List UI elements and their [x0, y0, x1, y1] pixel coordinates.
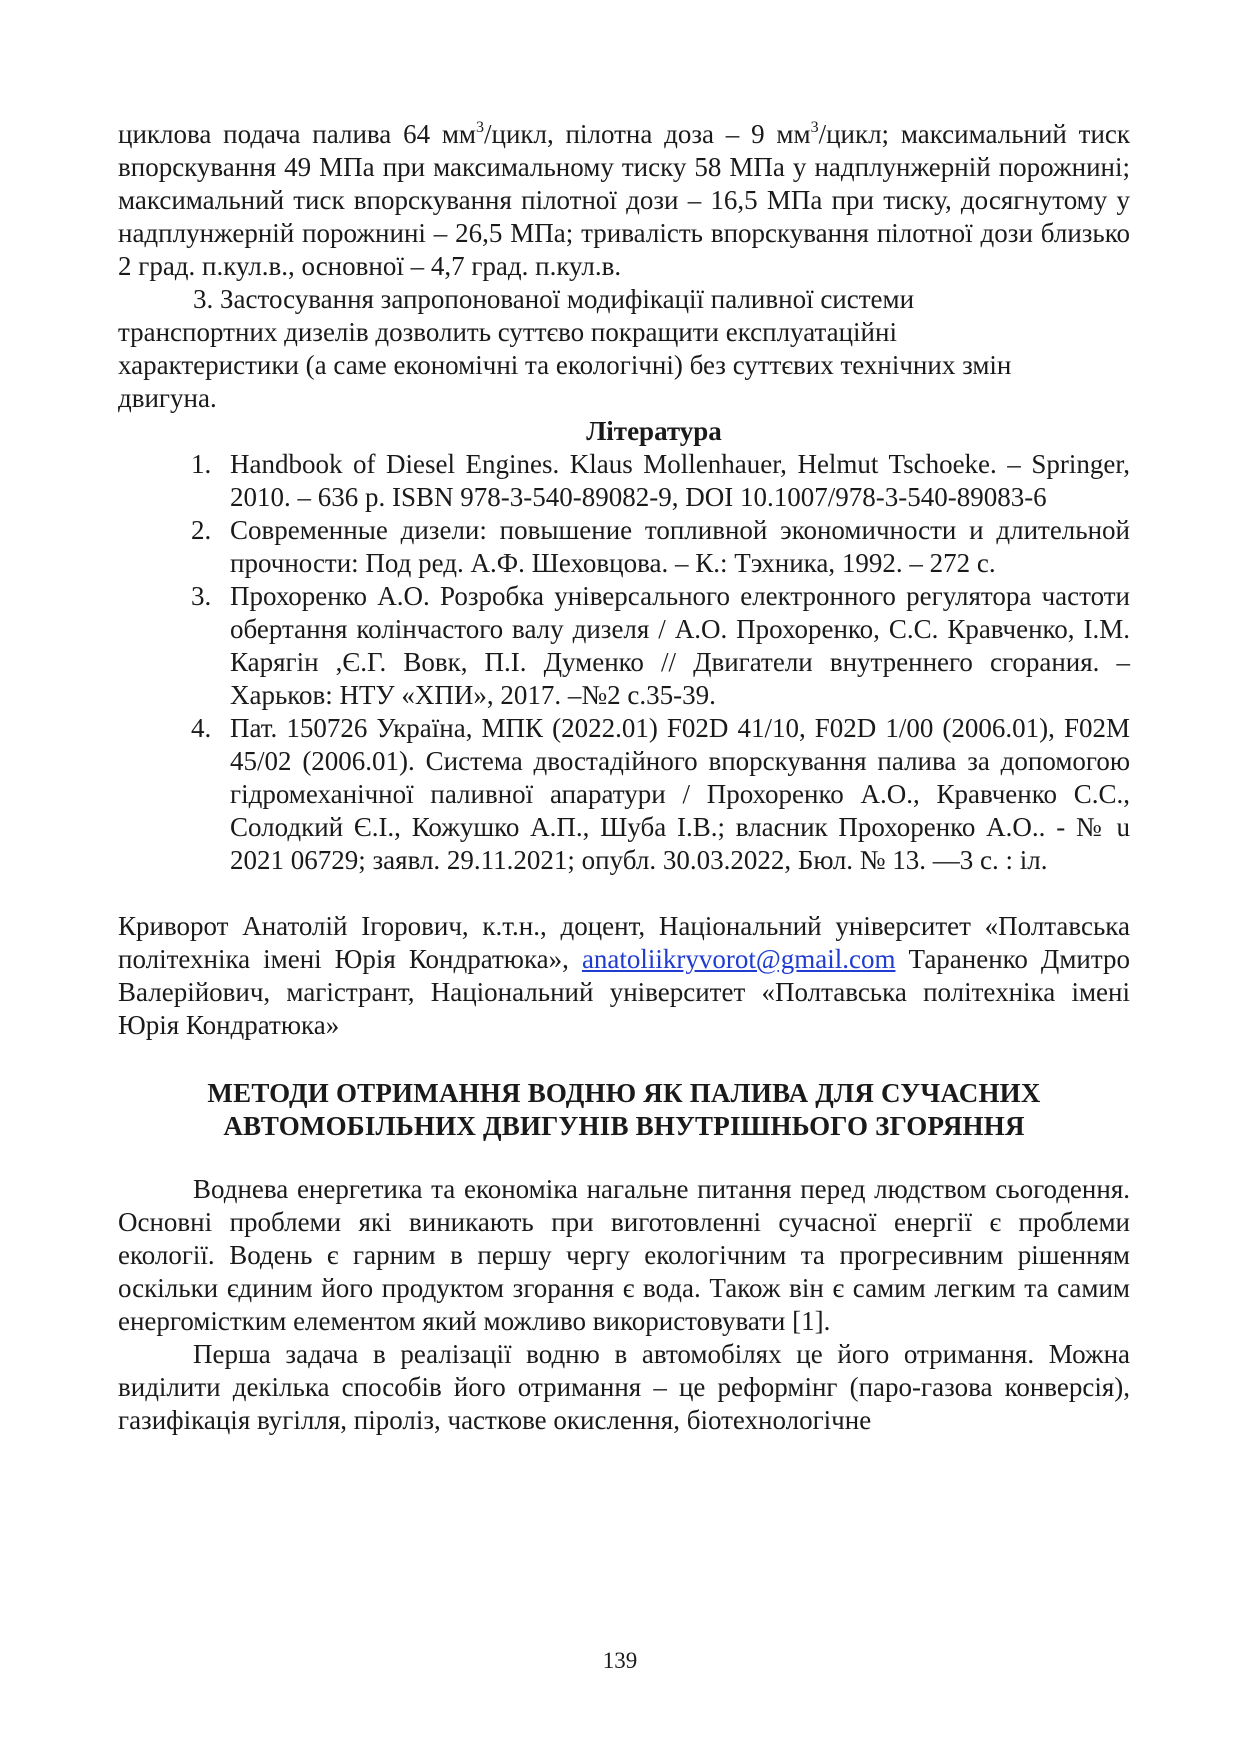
text-run: /цикл; максимальний тиск впорскування 49 МПа при максимальному тиску 58 МПа у надплунжерній порожнині; максимальний тиск впорскування пілотної дози – 16,5 МПа при тиску, досягнутому у надплунжерній порожнині – 26,5 МПа; тривалість впорскування пілотної дози близько 2 град. п.кул.в., основної – 4,7 град. п.кул.в. — [118, 119, 1130, 281]
body-paragraph-1: Воднева енергетика та економіка нагальне питання перед людством сьогодення. Основні проблеми які виникають при виготовленні сучасної енергії є проблеми екології. Водень є гарним в першу чергу екологічним та прогресивним рішенням оскільки єдиним його продуктом згорання є вода. Також він є самим легким та самим енергомістким елементом який можливо використовувати [1]. — [118, 1174, 1130, 1336]
title-line-2: АВТОМОБІЛЬНИХ ДВИГУНІВ ВНУТРІШНЬОГО ЗГОРЯННЯ — [223, 1111, 1025, 1141]
superscript: 3 — [476, 119, 485, 136]
reference-text: Прохоренко А.О. Розробка універсального електронного регулятора частоти обертання колінчастого валу дизеля / А.О. Прохоренко, С.С. Кравченко, І.М. Карягін ,Є.Г. Вовк, П.І. Думенко // Двигатели внутреннего сгорания. – Харьков: НТУ «ХПИ», 2017. –№2 с.35-39. — [230, 581, 1130, 710]
reference-number: 2. — [191, 515, 212, 545]
document-page — [118, 118, 1130, 1437]
author-1: Криворот Анатолій Ігорович, к.т.н., доцент, Національний університет «Полтавська політехніка імені Юрія Кондратюка», — [118, 911, 1130, 974]
continued-paragraph — [118, 118, 1130, 283]
reference-number: 1. — [191, 449, 212, 479]
text-run: /цикл, пілотна доза – 9 мм — [484, 119, 811, 149]
reference-text: Современные дизели: повышение топливной экономичности и длительной прочности: Под ред. А.Ф. Шеховцова. – К.: Тэхника, 1992. – 272 с. — [230, 515, 1130, 578]
author-email-link[interactable]: anatoliikryvorot@gmail.com — [581, 944, 896, 974]
author-2: Тараненко Дмитро Валерійович, магістрант, Національний університет «Полтавська політехніка імені Юрія Кондратюка» — [118, 944, 1131, 1040]
literature-heading: Література — [586, 416, 722, 446]
text-run: циклова подача палива 64 мм — [118, 119, 477, 149]
reference-item — [118, 580, 1130, 712]
superscript: 3 — [810, 119, 819, 136]
reference-text: Пат. 150726 Україна, МПК (2022.01) F02D 41/10, F02D 1/00 (2006.01), F02M 45/02 (2006.01). Система двостадійного впорскування палива за допомогою гідромеханічної паливної апаратури / Прохоренко А.О., Кравченко С.С., Солодкий Є.І., Кожушко А.П., Шуба І.В.; власник Прохоренко А.О.. - № u 2021 06729; заявл. 29.11.2021; опубл. 30.03.2022, Бюл. № 13. —3 с. : іл. — [230, 713, 1130, 875]
reference-text: Handbook of Diesel Engines. Klaus Mollenhauer, Helmut Tschoeke. – Springer, 2010. – 636 p. ISBN 978-3-540-89082-9, DOI 10.1007/978-3-540-89083-6 — [230, 449, 1130, 512]
conclusion-item-3: 3. Застосування запропонованої модифікації паливної системи транспортних дизелів дозволить суттєво покращити експлуатаційні характеристики (а саме економічні та екологічні) без суттєвих технічних змін двигуна. — [118, 284, 1012, 413]
page-number: 139 — [602, 1648, 638, 1673]
reference-item — [118, 448, 1130, 514]
reference-number: 4. — [191, 713, 212, 743]
body-paragraph-2: Перша задача в реалізації водню в автомобілях це його отримання. Можна виділити декілька способів його отримання – це реформінг (паро-газова конверсія), газифікація вугілля, піроліз, часткове окислення, біотехнологічне — [118, 1339, 1130, 1435]
reference-number: 3. — [191, 581, 212, 611]
reference-item — [118, 514, 1130, 580]
reference-list — [118, 448, 1130, 877]
article-title — [118, 1077, 1130, 1143]
title-line-1: МЕТОДИ ОТРИМАННЯ ВОДНЮ ЯК ПАЛИВА ДЛЯ СУЧАСНИХ — [207, 1078, 1041, 1108]
author-info — [118, 910, 1130, 1042]
reference-item — [118, 712, 1130, 877]
